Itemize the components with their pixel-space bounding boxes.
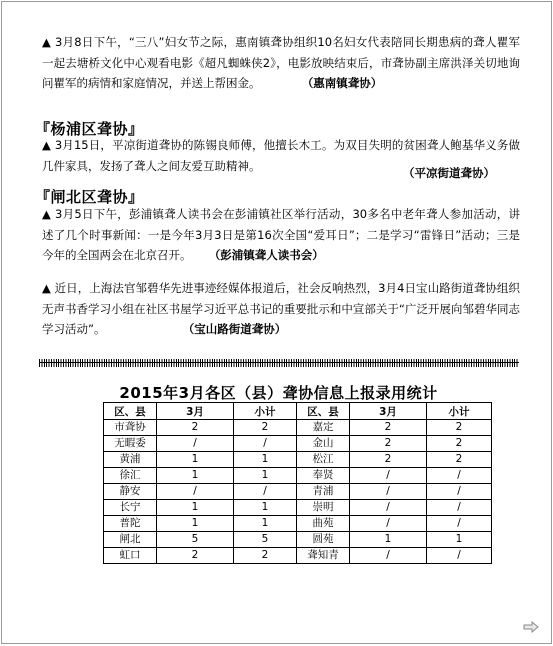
cell-district: 静安: [104, 484, 157, 500]
cell-district: 徐汇: [104, 468, 157, 484]
cell-subtotal: /: [427, 500, 492, 516]
cell-march: /: [350, 484, 427, 500]
cell-subtotal: 1: [234, 452, 297, 468]
cell-subtotal: 2: [234, 420, 297, 436]
news-source: （宝山路街道聋协）: [182, 322, 287, 336]
cell-district: 聋知青: [297, 548, 350, 564]
cell-march: 2: [157, 420, 234, 436]
cell-march: /: [350, 500, 427, 516]
cell-march: 1: [350, 532, 427, 548]
table-row: [104, 468, 492, 484]
news-source: （平凉街道聋协）: [403, 166, 495, 180]
cell-march: /: [350, 516, 427, 532]
cell-district: 闸北: [104, 532, 157, 548]
news-item-baoshanlu: [42, 278, 520, 340]
news-text: ▲ 3月8日下午，“三八”妇女节之际，惠南镇聋协组织10名妇女代表陪同长期患病的聋人瞿军一起去塘桥文化中心观看电影《超凡蜘蛛侠2》，电影放映结束后，市聋协副主席洪泽关切地询问瞿军的病情和家庭情况，并送上帮困金。: [42, 35, 520, 90]
cell-district: 奉贤: [297, 468, 350, 484]
cell-march: 1: [157, 468, 234, 484]
table-row: [104, 484, 492, 500]
cell-subtotal: /: [234, 436, 297, 452]
cell-district: 虹口: [104, 548, 157, 564]
news-source: （彭浦镇聋人读书会）: [208, 248, 324, 262]
cell-march: 5: [157, 532, 234, 548]
header-district: 区、县: [104, 403, 157, 420]
cell-district: 市聋协: [104, 420, 157, 436]
cell-subtotal: 5: [234, 532, 297, 548]
cell-march: 1: [157, 452, 234, 468]
cell-subtotal: 1: [427, 532, 492, 548]
cell-subtotal: 1: [234, 500, 297, 516]
section-heading-yangpu: 『杨浦区聋协』: [35, 120, 144, 138]
cell-district: 松江: [297, 452, 350, 468]
table-row: [104, 548, 492, 564]
cell-district: 崇明: [297, 500, 350, 516]
cell-subtotal: 2: [234, 548, 297, 564]
cell-district: 金山: [297, 436, 350, 452]
header-subtotal: 小计: [427, 403, 492, 420]
table-row: [104, 532, 492, 548]
cell-district: 曲苑: [297, 516, 350, 532]
header-march: 3月: [157, 403, 234, 420]
table-row: [104, 452, 492, 468]
cell-march: /: [157, 436, 234, 452]
cell-subtotal: /: [427, 484, 492, 500]
news-source: （惠南镇聋协）: [301, 76, 383, 90]
cell-district: 黄浦: [104, 452, 157, 468]
cell-subtotal: /: [427, 468, 492, 484]
cell-district: 无暇委: [104, 436, 157, 452]
cell-subtotal: /: [427, 548, 492, 564]
cell-march: 2: [350, 436, 427, 452]
news-item-pengpu: [42, 204, 520, 266]
header-district: 区、县: [297, 403, 350, 420]
cell-march: /: [350, 548, 427, 564]
cell-district: 圆苑: [297, 532, 350, 548]
cell-march: /: [157, 484, 234, 500]
table-row: [104, 500, 492, 516]
cell-district: 普陀: [104, 516, 157, 532]
section-heading-zhabei: 『闸北区聋协』: [35, 188, 144, 206]
header-subtotal: 小计: [234, 403, 297, 420]
table-title: 2015年3月各区（县）聋协信息上报录用统计: [119, 384, 438, 402]
table-row: [104, 516, 492, 532]
cell-march: 2: [350, 420, 427, 436]
table-row: [104, 436, 492, 452]
cell-march: 2: [350, 452, 427, 468]
cell-district: 嘉定: [297, 420, 350, 436]
cell-subtotal: 2: [427, 436, 492, 452]
table-header-row: [104, 403, 492, 420]
header-march: 3月: [350, 403, 427, 420]
cell-subtotal: 2: [427, 420, 492, 436]
cell-subtotal: 2: [427, 452, 492, 468]
news-text: ▲ 3月5日下午，彭浦镇聋人读书会在彭浦镇社区举行活动，30多名中老年聋人参加活动，讲述了几个时事新闻：一是今年3月3日是第16次全国“爱耳日”；二是学习“雷锋日”活动；三是今年的全国两会在北京召开。: [42, 207, 520, 262]
cell-march: /: [350, 468, 427, 484]
document-page: [1, 1, 552, 644]
news-item-huinan: [42, 32, 520, 94]
cell-subtotal: /: [427, 516, 492, 532]
statistics-table: [103, 402, 492, 564]
cell-district: 长宁: [104, 500, 157, 516]
cell-march: 2: [157, 548, 234, 564]
cell-march: 1: [157, 500, 234, 516]
cell-subtotal: /: [234, 484, 297, 500]
news-text: ▲ 3月15日，平凉街道聋协的陈锡良师傅，他擅长木工。为双目失明的贫困聋人鲍基华义务做几件家具，发扬了聋人之间友爱互助精神。: [42, 138, 520, 173]
page-corner-arrow-icon: [523, 621, 539, 633]
cell-subtotal: 1: [234, 516, 297, 532]
cell-subtotal: 1: [234, 468, 297, 484]
cell-march: 1: [157, 516, 234, 532]
decorative-divider: [39, 359, 519, 367]
table-row: [104, 420, 492, 436]
news-text: ▲ 近日，上海法官邹碧华先进事迹经媒体报道后，社会反响热烈，3月4日宝山路街道聋协组织无声书香学习小组在社区书屋学习近平总书记的重要批示和中宣部关于“广泛开展向邹碧华同志学习活动”。: [42, 281, 520, 336]
cell-district: 青浦: [297, 484, 350, 500]
